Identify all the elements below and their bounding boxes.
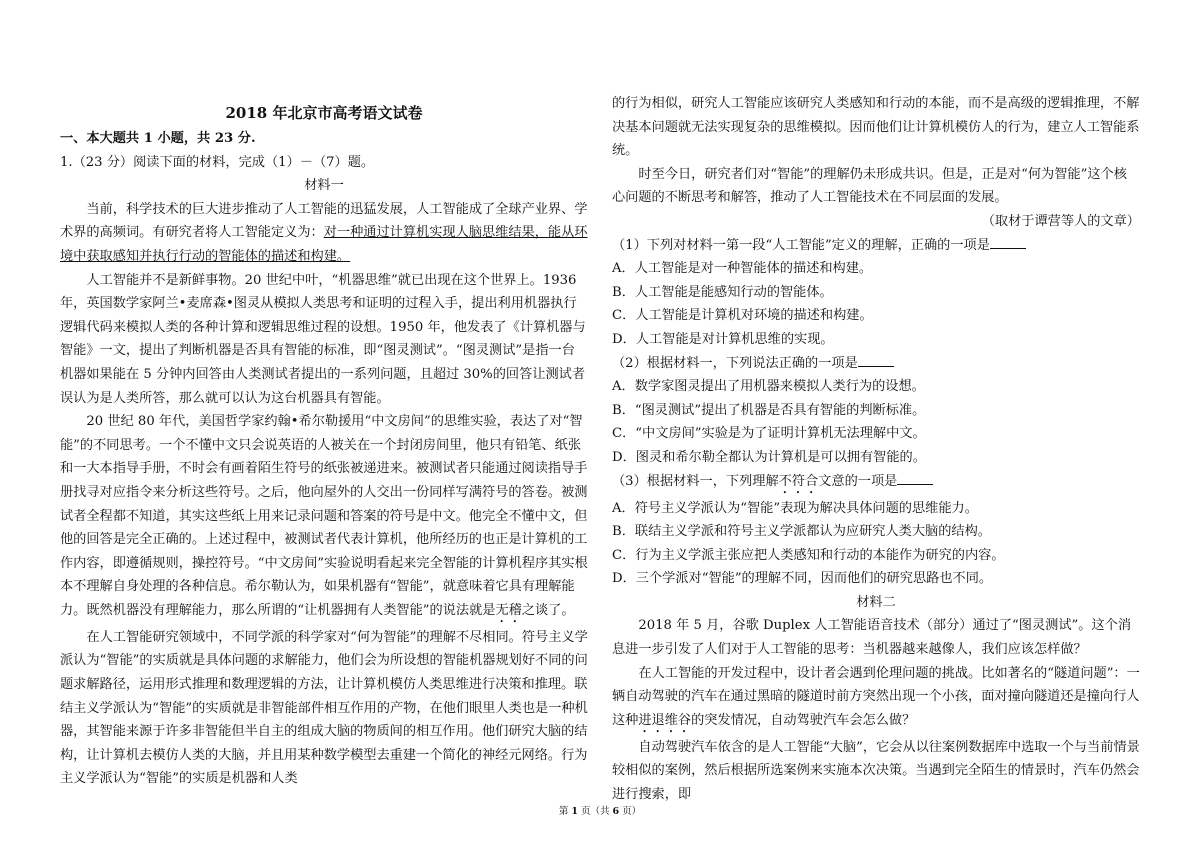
material2-heading: 材料二: [856, 594, 896, 610]
paragraph-8-text: 在人工智能的开发过程中，设计者会遇到伦理问题的挑战。比如著名的“隧道问题”：一辆自动驾驶的汽车在通过黑暗的隧道时前方突然出现一个小孩，面对撞向隧道还是撞向行人这种: [612, 665, 1140, 728]
paragraph-1: [60, 198, 588, 269]
question-1: [612, 234, 1140, 258]
emphasized-word: 进退维谷: [638, 712, 692, 728]
paragraph-3: [60, 410, 588, 626]
q1-option-d: D．人工智能是对计算机思维的实现。: [612, 331, 834, 347]
q3-option-b: B．联结主义学派和符号主义学派都认为应研究人类大脑的结构。: [612, 524, 991, 540]
paragraph-5: 的行为相似，研究人工智能应该研究人类感知和行动的本能，而不是高级的逻辑推理，不解决基本问题就无法实现复杂的思维模拟。因而他们让计算机模仿人的行为，建立人工智能系统。: [612, 96, 1140, 159]
question-2-stem: （2）根据材料一，下列说法正确的一项是: [612, 355, 858, 371]
paragraph-9: 自动驾驶汽车依含的是人工智能“大脑”，它会从以往案例数据库中选取一个与当前情景较相似的案例，然后根据所选案例来实施本次决策。当遇到完全陌生的情景时，汽车仍然会进行搜索，即: [612, 739, 1140, 803]
section-heading: 一、本大题共 1 小题，共 23 分.: [60, 131, 256, 146]
q1-option-c: C．人工智能是计算机对环境的描述和构建。: [612, 308, 873, 324]
paragraph-3-end: 之谈了。: [521, 602, 575, 618]
paragraph-1-text: 当前，科学技术的巨大进步推动了人工智能的迅猛发展，人工智能成了全球产业界、学术界的高频词。有研究者将人工智能定义为：: [60, 201, 588, 241]
paragraph-7: 2018 年 5 月，谷歌 Duplex 人工智能语音技术（部分）通过了“图灵测试”。这个消息进一步引发了人们对于人工智能的思考：当机器越来越像人，我们应该怎样做？: [612, 618, 1132, 658]
footer-middle: 页（共: [577, 806, 613, 817]
question-3: [612, 470, 1140, 497]
page-number: 1: [571, 806, 578, 817]
emphasized-word: 无稽: [495, 602, 522, 618]
question-2: [612, 352, 1140, 376]
question-intro: 1.（23 分）阅读下面的材料，完成（1）－（7）题。: [60, 154, 375, 170]
q3-option-c: C．行为主义学派主张应把人类感知和行动的本能作为研究的内容。: [612, 547, 1005, 563]
total-pages: 6: [612, 806, 620, 817]
paragraph-4: 在人工智能研究领域中，不同学派的科学家对“何为智能”的理解不尽相同。符号主义学派认为“智能”的实质就是具体问题的求解能力，他们会为所设想的智能机器规划好不同的问题求解路径，运用形式推理和数理逻辑的方法，让计算机模仿人类思维进行决策和推理。联结主义学派认为“智能”的实质就是非智能部件相互作用的产物，在他们眼里人类也是一种机器，其智能来源于许多非智能但半自主的组成大脑的物质间的相互作用。他们研究大脑的结构，让计算机去模仿人类的大脑，并且用某种数学模型去重建一个简化的神经元网络。行为主义学派认为“智能”的实质是机器和人类: [60, 629, 588, 787]
paragraph-2: 人工智能并不是新鲜事物。20 世纪中叶，“机器思维”就已出现在这个世界上。1936 年，英国数学家阿兰•麦席森•图灵从模拟人类思考和证明的过程入手，提出利用机器执行逻辑代码来模拟人类的各种计算和逻辑思维过程的设想。1950 年，他发表了《计算机器与智能》一文，提出了判断机器是否具有智能的标准，即“图灵测试”。“图灵测试”是指一台机器如果能在 5 分钟内回答由人类测试者提出的一系列问题，且超过 30%的回答让测试者误认为是人类所答，那么就可以认为这台机器具有智能。: [60, 272, 586, 406]
page-title: 2018 年北京市高考语文试卷: [225, 104, 423, 122]
answer-blank: [990, 234, 1026, 249]
q2-option-d: D．图灵和希尔勒全都认为计算机是可以拥有智能的。: [612, 449, 926, 465]
q1-option-b: B．人工智能是能感知行动的智能体。: [612, 284, 833, 300]
question-1-stem: （1）下列对材料一第一段“人工智能”定义的理解，正确的一项是: [612, 237, 990, 253]
question-3-stem: （3）根据材料一，下列理解: [612, 473, 779, 489]
answer-blank: [897, 470, 933, 485]
q2-option-a: A．数学家图灵提出了用机器来模拟人类行为的设想。: [612, 379, 925, 395]
q2-option-c: C．“中文房间”实验是为了证明计算机无法理解中文。: [612, 426, 926, 442]
q1-option-a: A．人工智能是对一种智能体的描述和构建。: [612, 261, 873, 277]
q2-option-b: B．“图灵测试”提出了机器是否具有智能的判断标准。: [612, 402, 926, 418]
ai-definition-underlined: 对一种通过计算机实现人脑思维结果，能从环境中获取感知并执行行动的智能体的描述和构建。: [60, 225, 588, 264]
answer-blank: [858, 352, 894, 367]
q3-option-d: D．三个学派对“智能”的理解不同，因而他们的研究思路也不同。: [612, 571, 993, 587]
emphasized-word: 不符合: [778, 473, 819, 489]
paragraph-3-text: 20 世纪 80 年代，美国哲学家约翰•希尔勒援用“中文房间”的思维实验，表达了对“智能”的不同思考。一个不懂中文只会说英语的人被关在一个封闭房间里，他只有铅笔、纸张和一大本指导手册，不时会有画着陌生符号的纸张被递进来。被测试者只能通过阅读指导手册找寻对应指令来分析这些符号。之后，他向屋外的人交出一份同样写满符号的答卷。被测试者全程都不知道，其实这些纸上用来记录问题和答案的符号是中文。他完全不懂中文，但他的回答是完全正确的。上述过程中，被测试者代表计算机，他所经历的也正是计算机的工作内容，即遵循规则，操控符号。“中文房间”实验说明看起来完全智能的计算机程序其实根本不理解自身处理的各种信息。希尔勒认为，如果机器有“智能”，就意味着它具有理解能力。既然机器没有理解能力，那么所谓的“让机器拥有人类智能”的说法就是: [60, 414, 588, 618]
page-footer: [0, 803, 1200, 817]
paragraph-8: [612, 662, 1140, 736]
q3-option-a: A．符号主义学派认为“智能”表现为解决具体问题的思维能力。: [612, 500, 978, 516]
material1-heading: 材料一: [304, 178, 344, 194]
paragraph-8-end: 的突发情况，自动驾驶汽车会怎么做？: [691, 712, 916, 728]
left-column: [60, 100, 588, 791]
paragraph-6: 时至今日，研究者们对“智能”的理解仍未形成共识。但是，正是对“何为智能”这个核心问题的不断思考和解答，推动了人工智能技术在不同层面的发展。: [612, 166, 1127, 206]
question-3-stem-end: 文意的一项是: [818, 473, 898, 489]
right-column: [612, 92, 1140, 807]
source-note: （取材于谭营等人的文章）: [981, 213, 1140, 229]
footer-prefix: 第: [558, 806, 572, 817]
footer-suffix: 页）: [619, 806, 642, 817]
